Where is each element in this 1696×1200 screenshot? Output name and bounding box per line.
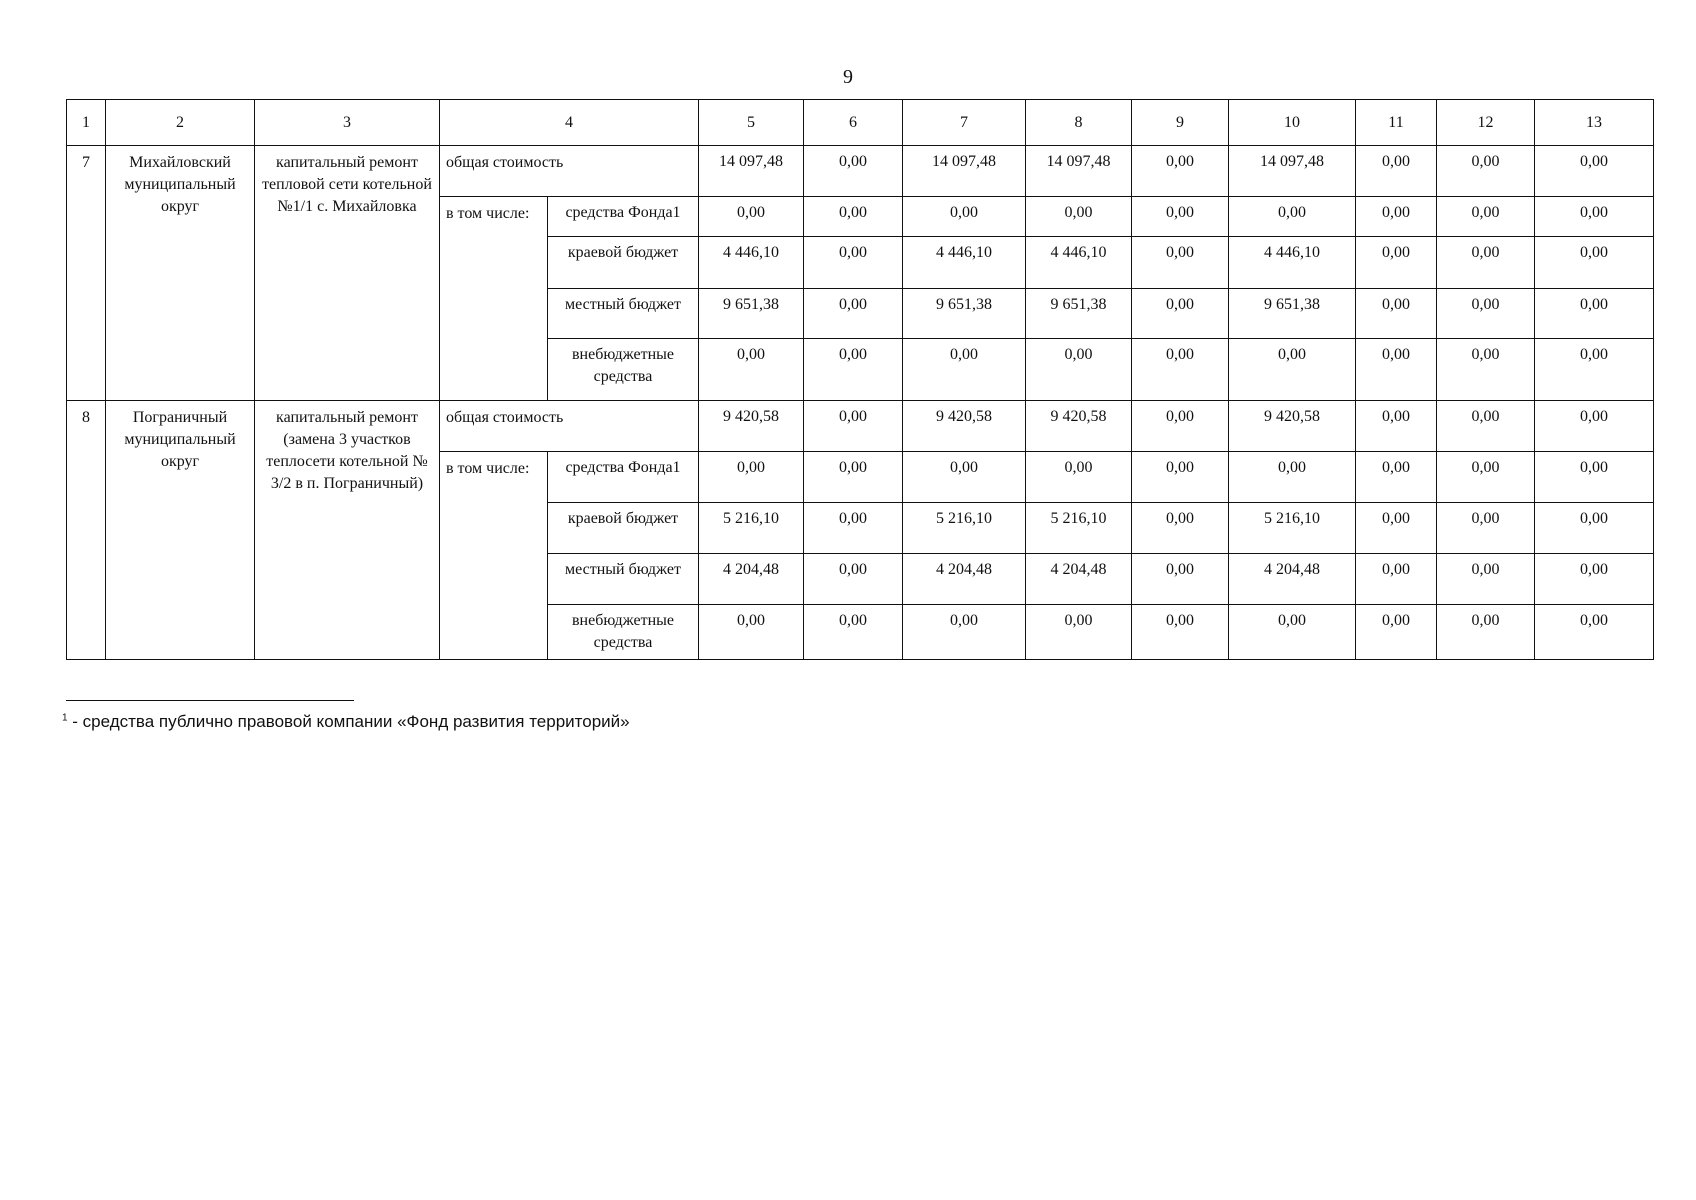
header-cell: 13 [1535, 100, 1654, 146]
in-total-label: в том числе: [440, 197, 548, 401]
value-cell: 4 204,48 [903, 554, 1026, 605]
header-cell: 8 [1026, 100, 1132, 146]
value-cell: 0,00 [1026, 605, 1132, 660]
row-label: внебюджетные средства [548, 339, 699, 401]
funding-table [66, 99, 1654, 660]
value-cell: 9 651,38 [1229, 289, 1356, 339]
value-cell: 0,00 [1437, 146, 1535, 197]
header-cell: 11 [1356, 100, 1437, 146]
value-cell: 0,00 [1437, 452, 1535, 503]
header-cell: 3 [255, 100, 440, 146]
header-cell: 12 [1437, 100, 1535, 146]
value-cell: 0,00 [1437, 605, 1535, 660]
value-cell: 0,00 [804, 452, 903, 503]
header-cell: 2 [106, 100, 255, 146]
value-cell: 0,00 [1535, 339, 1654, 401]
row-label: местный бюджет [548, 289, 699, 339]
object-name: капитальный ремонт тепловой сети котельной №1/1 с. Михайловка [255, 146, 440, 401]
object-name: капитальный ремонт (замена 3 участков теплосети котельной № 3/2 в п. Пограничный) [255, 401, 440, 660]
row-label-total: общая стоимость [440, 146, 699, 197]
value-cell: 0,00 [903, 452, 1026, 503]
value-cell: 0,00 [699, 452, 804, 503]
footnote-divider [66, 700, 354, 701]
value-cell: 0,00 [1132, 605, 1229, 660]
value-cell: 0,00 [804, 197, 903, 237]
header-cell: 9 [1132, 100, 1229, 146]
value-cell: 0,00 [1132, 197, 1229, 237]
value-cell: 0,00 [1535, 452, 1654, 503]
value-cell: 4 446,10 [1026, 237, 1132, 289]
row-label-total: общая стоимость [440, 401, 699, 452]
value-cell: 0,00 [1229, 605, 1356, 660]
value-cell: 0,00 [1437, 401, 1535, 452]
value-cell: 0,00 [1356, 401, 1437, 452]
value-cell: 0,00 [1535, 237, 1654, 289]
value-cell: 0,00 [1356, 339, 1437, 401]
value-cell: 5 216,10 [699, 503, 804, 554]
header-cell: 1 [67, 100, 106, 146]
value-cell: 4 446,10 [1229, 237, 1356, 289]
value-cell: 9 420,58 [699, 401, 804, 452]
in-total-label: в том числе: [440, 452, 548, 660]
row-label: краевой бюджет [548, 237, 699, 289]
footnote [62, 712, 630, 732]
value-cell: 0,00 [1132, 452, 1229, 503]
header-cell: 10 [1229, 100, 1356, 146]
value-cell: 0,00 [1356, 503, 1437, 554]
value-cell: 0,00 [1356, 197, 1437, 237]
value-cell: 0,00 [1356, 146, 1437, 197]
value-cell: 0,00 [1356, 605, 1437, 660]
value-cell: 0,00 [1356, 452, 1437, 503]
header-cell: 6 [804, 100, 903, 146]
value-cell: 0,00 [1132, 401, 1229, 452]
value-cell: 0,00 [1132, 289, 1229, 339]
value-cell: 0,00 [1132, 554, 1229, 605]
value-cell: 9 651,38 [1026, 289, 1132, 339]
value-cell: 0,00 [804, 503, 903, 554]
value-cell: 5 216,10 [1229, 503, 1356, 554]
header-cell: 7 [903, 100, 1026, 146]
row-label: средства Фонда1 [548, 197, 699, 237]
value-cell: 0,00 [1229, 452, 1356, 503]
value-cell: 0,00 [1437, 289, 1535, 339]
district-name: Пограничный муниципальный округ [106, 401, 255, 660]
value-cell: 0,00 [1535, 197, 1654, 237]
value-cell: 0,00 [1026, 197, 1132, 237]
value-cell: 0,00 [1535, 503, 1654, 554]
header-cell: 4 [440, 100, 699, 146]
value-cell: 0,00 [1437, 503, 1535, 554]
table-row [67, 146, 1654, 197]
value-cell: 0,00 [1437, 554, 1535, 605]
row-label: краевой бюджет [548, 503, 699, 554]
row-label: местный бюджет [548, 554, 699, 605]
value-cell: 4 204,48 [699, 554, 804, 605]
header-row [67, 100, 1654, 146]
value-cell: 5 216,10 [903, 503, 1026, 554]
value-cell: 4 446,10 [903, 237, 1026, 289]
value-cell: 4 204,48 [1229, 554, 1356, 605]
value-cell: 0,00 [1535, 401, 1654, 452]
value-cell: 0,00 [1026, 339, 1132, 401]
value-cell: 14 097,48 [1026, 146, 1132, 197]
value-cell: 9 651,38 [903, 289, 1026, 339]
value-cell: 0,00 [1356, 289, 1437, 339]
value-cell: 0,00 [804, 339, 903, 401]
value-cell: 14 097,48 [903, 146, 1026, 197]
header-cell: 5 [699, 100, 804, 146]
value-cell: 0,00 [1132, 503, 1229, 554]
value-cell: 0,00 [699, 339, 804, 401]
value-cell: 14 097,48 [1229, 146, 1356, 197]
value-cell: 4 204,48 [1026, 554, 1132, 605]
value-cell: 0,00 [1437, 237, 1535, 289]
value-cell: 0,00 [1132, 237, 1229, 289]
value-cell: 9 651,38 [699, 289, 804, 339]
district-name: Михайловский муниципальный округ [106, 146, 255, 401]
value-cell: 0,00 [1026, 452, 1132, 503]
value-cell: 0,00 [1437, 197, 1535, 237]
value-cell: 0,00 [1437, 339, 1535, 401]
value-cell: 0,00 [1356, 554, 1437, 605]
page-number: 9 [843, 66, 853, 88]
footnote-text: - средства публично правовой компании «Фонд развития территорий» [67, 712, 630, 731]
value-cell: 0,00 [804, 554, 903, 605]
value-cell: 0,00 [1229, 197, 1356, 237]
value-cell: 9 420,58 [903, 401, 1026, 452]
value-cell: 5 216,10 [1026, 503, 1132, 554]
value-cell: 0,00 [1535, 146, 1654, 197]
value-cell: 0,00 [1229, 339, 1356, 401]
value-cell: 0,00 [804, 237, 903, 289]
row-number: 7 [67, 146, 106, 401]
value-cell: 0,00 [804, 401, 903, 452]
value-cell: 0,00 [804, 146, 903, 197]
row-number: 8 [67, 401, 106, 660]
value-cell: 0,00 [804, 605, 903, 660]
table-row [67, 401, 1654, 452]
value-cell: 0,00 [1535, 605, 1654, 660]
row-label: внебюджетные средства [548, 605, 699, 660]
value-cell: 0,00 [1132, 339, 1229, 401]
value-cell: 0,00 [699, 197, 804, 237]
value-cell: 4 446,10 [699, 237, 804, 289]
value-cell: 0,00 [903, 339, 1026, 401]
value-cell: 9 420,58 [1026, 401, 1132, 452]
footnote-mark: 1 [62, 712, 68, 724]
value-cell: 0,00 [1132, 146, 1229, 197]
value-cell: 0,00 [1535, 554, 1654, 605]
value-cell: 0,00 [1356, 237, 1437, 289]
row-label: средства Фонда1 [548, 452, 699, 503]
value-cell: 0,00 [1535, 289, 1654, 339]
value-cell: 0,00 [903, 605, 1026, 660]
value-cell: 14 097,48 [699, 146, 804, 197]
value-cell: 9 420,58 [1229, 401, 1356, 452]
value-cell: 0,00 [903, 197, 1026, 237]
value-cell: 0,00 [804, 289, 903, 339]
value-cell: 0,00 [699, 605, 804, 660]
